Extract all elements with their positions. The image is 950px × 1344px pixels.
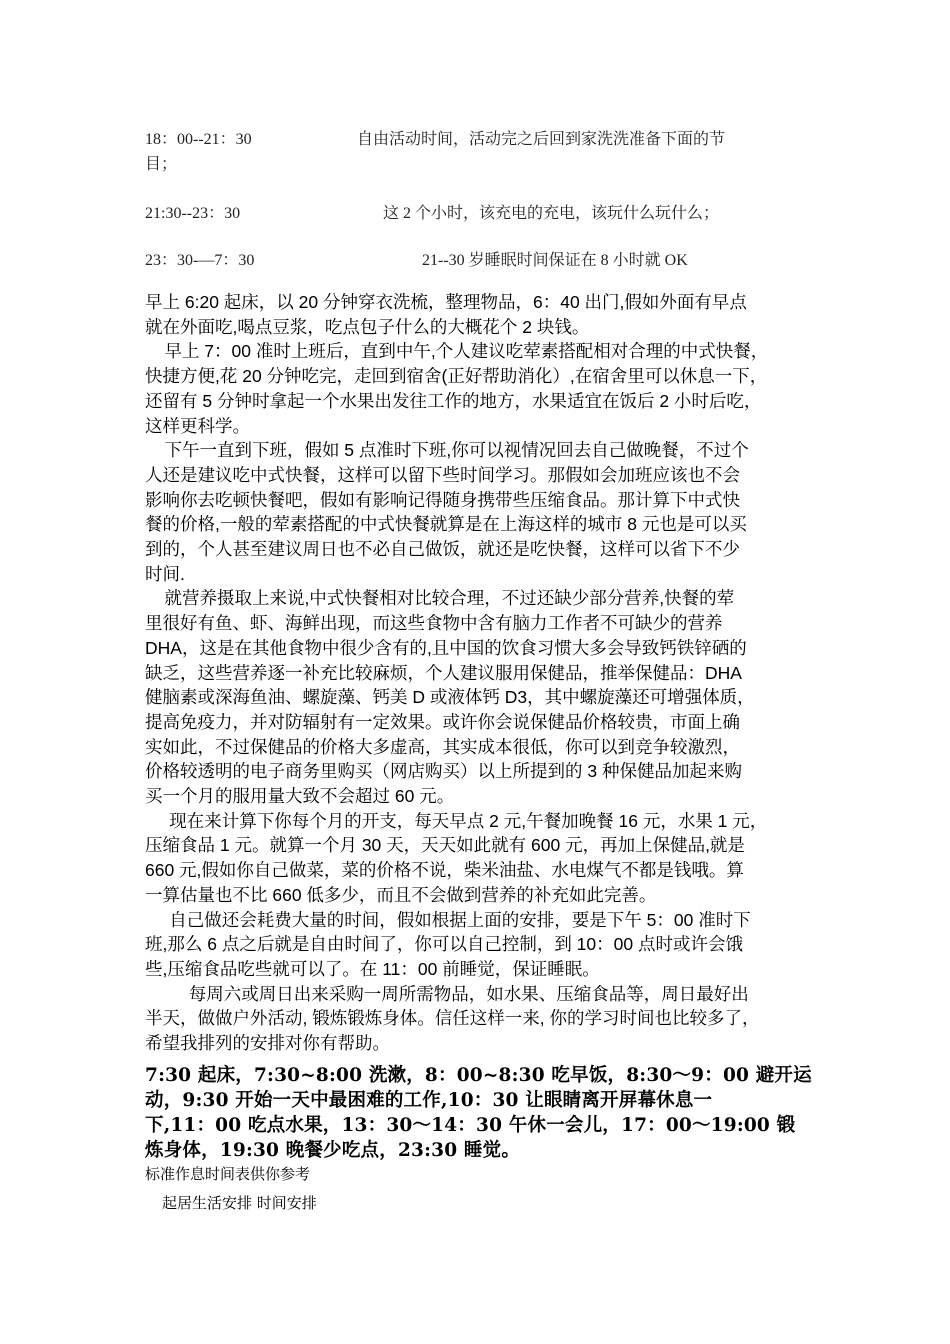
schedule-list [0, 0, 950, 280]
text-line: 压缩食品 1 元。就算一个月 30 天，天天如此就有 600 元，再加上保健品,就是 [145, 835, 745, 856]
text-line: 买一个月的服用量大致不会超过 60 元。 [145, 786, 455, 807]
bold-line: 下,11：00 吃点水果，13：30～14：30 午休一会儿，17：00～19:00 锻 [145, 1115, 796, 1136]
text-line: 些,压缩食品吃些就可以了。在 11：00 前睡觉，保证睡眠。 [145, 958, 600, 979]
schedule-time: 21:30--23：30 [145, 205, 241, 222]
text-line: 提高免疫力，并对防辐射有一定效果。或许你会说保健品价格较贵，市面上确 [145, 711, 740, 732]
paragraph [145, 339, 820, 438]
text-line: 早上 6:20 起床，以 20 分钟穿衣洗梳，整理物品，6：40 出门,假如外面有早点 [145, 292, 747, 312]
text-line: 餐的价格,一般的荤素搭配的中式快餐就算是在上海这样的城市 8 元也是可以买 [145, 514, 747, 535]
paragraph [145, 982, 820, 1056]
schedule-desc-cont: 目； [145, 156, 178, 173]
text-line: 现在来计算下你每个月的开支，每天早点 2 元,午餐加晚餐 16 元，水果 1 元， [145, 810, 768, 831]
text-line: 660 元,假如你自己做菜，菜的价格不说，柴米油盐、水电煤气不都是钱哦。算 [145, 860, 744, 881]
paragraph [145, 586, 820, 808]
text-line: 健脑素或深海鱼油、螺旋藻、钙美 D 或液体钙 D3，其中螺旋藻还可增强体质， [145, 687, 755, 708]
paragraph [145, 908, 820, 982]
text-line: 下午一直到下班，假如 5 点准时下班,你可以视情况回去自己做晚餐，不过个 [145, 440, 749, 461]
text-line: 缺乏，这些营养逐一补充比较麻烦，个人建议服用保健品，推举保健品：DHA [145, 662, 742, 683]
bold-line: 炼身体，19:30 晚餐少吃点，23:30 睡觉。 [145, 1140, 521, 1161]
text-line: 一算估量也不比 660 低多少，而且不会做到营养的补充如此完善。 [145, 884, 657, 905]
reference-note: 标准作息时间表供你参考 [145, 1165, 311, 1183]
text-line: 快捷方便,花 20 分钟吃完，走回到宿舍(正好帮助消化）,在宿舍里可以休息一下， [145, 366, 768, 387]
text-line: 希望我排列的安排对你有帮助。 [145, 1033, 390, 1054]
bold-line: 动，9:30 开始一天中最困难的工作,10：30 让眼睛离开屏幕休息一 [145, 1090, 713, 1111]
daily-routine-bold [145, 1063, 815, 1163]
text-line: 就营养摄取上来说,中式快餐相对比较合理，不过还缺少部分营养,快餐的荤 [145, 588, 735, 609]
schedule-desc: 自由活动时间，活动完之后回到家洗洗准备下面的节 [357, 131, 726, 148]
text-line: 班,那么 6 点之后就是自由时间了，你可以自己控制，到 10：00 点时或许会饿 [145, 934, 743, 955]
text-line: 这样更科学。 [145, 415, 250, 436]
text-line: DHA，这是在其他食物中很少含有的,且中国的饮食习惯大多会导致钙铁锌硒的 [145, 637, 747, 658]
section-heading: 起居生活安排 时间安排 [162, 1194, 317, 1212]
bold-line: 7:30 起床，7:30~8:00 洗漱，8：00~8:30 吃早饭，8:30～9：00 避开运 [145, 1065, 812, 1086]
text-line: 早上 7：00 准时上班后，直到中午,个人建议吃荤素搭配相对合理的中式快餐， [145, 341, 769, 362]
body-text [145, 290, 820, 1056]
text-line: 就在外面吃,喝点豆浆，吃点包子什么的大概花个 2 块钱。 [145, 316, 590, 337]
text-line: 还留有 5 分钟时拿起一个水果出发往工作的地方，水果适宜在饭后 2 小时后吃， [145, 390, 762, 411]
schedule-time: 18：00--21：30 [145, 131, 252, 148]
schedule-time: 23：30-—7：30 [145, 252, 255, 269]
paragraph [145, 290, 820, 339]
text-line: 每周六或周日出来采购一周所需物品，如水果、压缩食品等，周日最好出 [145, 983, 749, 1004]
text-line: 半天，做做户外活动, 锻炼锻炼身体。信任这样一来, 你的学习时间也比较多了， [145, 1008, 760, 1029]
text-line: 影响你去吃顿快餐吧，假如有影响记得随身携带些压缩食品。那计算下中式快 [145, 489, 740, 510]
paragraph [145, 438, 820, 586]
text-line: 实如此，不过保健品的价格大多虚高，其实成本很低，你可以到竞争较激烈， [145, 736, 740, 757]
text-line: 时间. [145, 563, 185, 584]
schedule-desc: 21--30 岁睡眠时间保证在 8 小时就 OK [422, 252, 688, 269]
text-line: 自己做还会耗费大量的时间，假如根据上面的安排，要是下午 5：00 准时下 [145, 909, 751, 930]
paragraph [145, 809, 820, 908]
text-line: 人还是建议吃中式快餐，这样可以留下些时间学习。那假如会加班应该也不会 [145, 464, 740, 485]
text-line: 里很好有鱼、虾、海鲜出现，而这些食物中含有脑力工作者不可缺少的营养 [145, 613, 723, 634]
text-line: 到的，个人甚至建议周日也不必自己做饭，就还是吃快餐，这样可以省下不少 [145, 539, 740, 560]
schedule-desc: 这 2 个小时，该充电的充电，该玩什么玩什么； [383, 205, 720, 222]
text-line: 价格较透明的电子商务里购买（网店购买）以上所提到的 3 种保健品加起来购 [145, 761, 742, 782]
